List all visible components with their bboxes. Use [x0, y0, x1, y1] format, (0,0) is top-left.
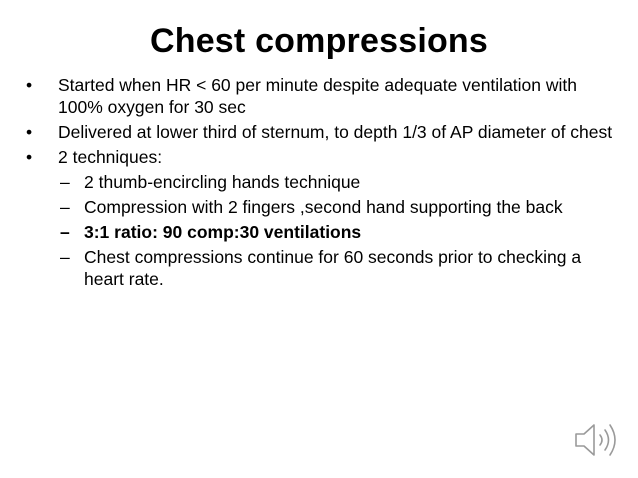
- bullet-text: Delivered at lower third of sternum, to depth 1/3 of AP diameter of chest: [58, 122, 613, 142]
- bullet-item: [20, 146, 620, 168]
- sub-bullet-marker: –: [60, 222, 70, 242]
- bullet-item: [20, 74, 620, 118]
- bullet-text: Started when HR < 60 per minute despite adequate ventilation with 100% oxygen for 30 sec: [58, 75, 578, 117]
- bullet-item: [20, 121, 620, 143]
- bullet-text: 2 techniques:: [58, 147, 163, 167]
- bullet-marker: •: [26, 122, 33, 142]
- sub-bullet-item: [20, 196, 620, 218]
- slide-body: [20, 74, 620, 293]
- speaker-icon[interactable]: [573, 420, 625, 460]
- sub-bullet-item: [20, 221, 620, 243]
- sub-bullet-marker: –: [60, 172, 70, 192]
- sub-bullet-marker: –: [60, 197, 70, 217]
- sub-bullet-item: [20, 171, 620, 193]
- slide-title: Chest compressions: [149, 22, 489, 60]
- sub-bullet-text: 3:1 ratio: 90 comp:30 ventilations: [84, 222, 362, 242]
- bullet-marker: •: [26, 75, 33, 95]
- sub-bullet-item: [20, 246, 620, 290]
- bullet-marker: •: [26, 147, 33, 167]
- sub-bullet-text: 2 thumb-encircling hands technique: [84, 172, 361, 192]
- sub-bullet-marker: –: [60, 247, 70, 267]
- sub-bullet-text: Chest compressions continue for 60 seconds prior to checking a heart rate.: [84, 247, 582, 289]
- sub-bullet-text: Compression with 2 fingers ,second hand supporting the back: [84, 197, 563, 217]
